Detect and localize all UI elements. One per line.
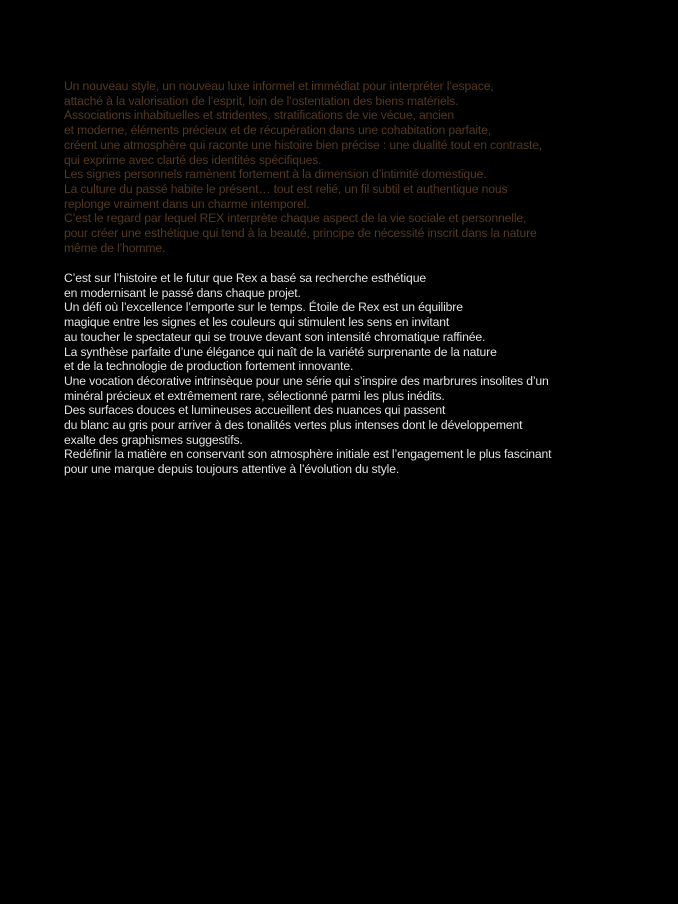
main-line: exalte des graphismes suggestifs. (64, 432, 243, 447)
intro-line: qui exprime avec clarté des identités spécifiques. (64, 152, 322, 167)
main-line: La synthèse parfaite d’une élégance qui naît de la variété surprenante de la nature (64, 344, 497, 359)
main-line: Une vocation décorative intrinsèque pour une série qui s’inspire des marbrures insolites d’un (64, 373, 549, 388)
main-line: minéral précieux et extrêmement rare, sélectionné parmi les plus inédits. (64, 388, 445, 403)
main-line: Des surfaces douces et lumineuses accueillent des nuances qui passent (64, 403, 446, 418)
main-line: du blanc au gris pour arriver à des tonalités vertes plus intenses dont le développement (64, 418, 523, 433)
main-line: C’est sur l’histoire et le futur que Rex a basé sa recherche esthétique (64, 271, 426, 285)
main-line: et de la technologie de production fortement innovante. (64, 359, 354, 374)
intro-line: replonge vraiment dans un charme intemporel. (64, 196, 310, 211)
intro-line: et moderne, éléments précieux et de récupération dans une cohabitation parfaite, (64, 123, 492, 138)
intro-line: C’est le regard par lequel REX interprète chaque aspect de la vie sociale et personnelle, (64, 211, 527, 226)
intro-line: pour créer une esthétique qui tend à la beauté, principe de nécessité inscrit dans la nature (64, 226, 537, 241)
main-line: magique entre les signes et les couleurs qui stimulent les sens en invitant (64, 315, 450, 330)
main-line: au toucher le spectateur qui se trouve devant son intensité chromatique raffinée. (64, 329, 486, 344)
main-line: en modernisant le passé dans chaque projet. (64, 285, 301, 300)
main-line: pour une marque depuis toujours attentive à l’évolution du style. (64, 462, 400, 477)
intro-line: créent une atmosphère qui raconte une histoire bien précise : une dualité tout en contraste, (64, 137, 543, 152)
main-paragraph (64, 271, 664, 477)
intro-line: Les signes personnels ramènent fortement à la dimension d’intimité domestique. (64, 167, 487, 182)
main-line: Redéfinir la matière en conservant son atmosphère initiale est l’engagement le plus fascinant (64, 447, 552, 462)
intro-line: attaché à la valorisation de l’esprit, loin de l’ostentation des biens matériels. (64, 93, 459, 108)
intro-line: Un nouveau style, un nouveau luxe informel et immédiat pour interpréter l’espace, (64, 79, 494, 93)
intro-line: même de l’homme. (64, 240, 166, 255)
intro-line: Associations inhabituelles et stridentes, stratifications de vie vécue, ancien (64, 108, 455, 123)
intro-paragraph (64, 79, 664, 255)
main-line: Un défi où l’excellence l’emporte sur le temps. Étoile de Rex est un équilibre (64, 300, 463, 315)
intro-line: La culture du passé habite le présent… tout est relié, un fil subtil et authentique nous (64, 181, 508, 196)
